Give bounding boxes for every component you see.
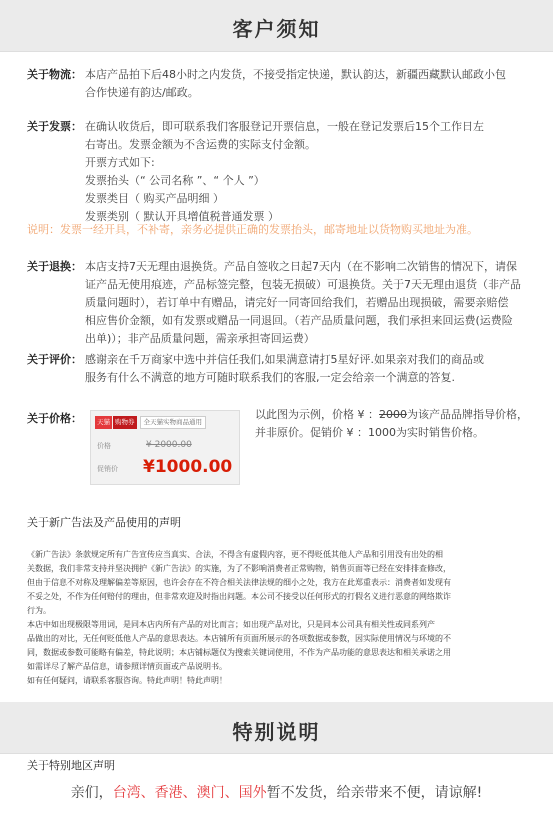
declaration-line: 行为。 (27, 606, 51, 615)
returns-line: 相应售价金额，如有发票或赠品一同退回。（若产品质量问题，我们承担来回运费(运费险 (85, 314, 513, 327)
guide-price-struck: 2000 (379, 408, 407, 421)
invoice-line: 发票类别（ 默认开具增值税普通发票 ） (85, 210, 279, 223)
promo-price-label: 促销价 (97, 465, 118, 473)
declaration-line: 如需详尽了解产品信息，请参照详情页面或产品说明书。 (27, 662, 227, 671)
shipping-line: 合作快递有韵达/邮政。 (85, 86, 199, 99)
returns-section (27, 258, 535, 348)
tmall-badge: 天猫 (95, 416, 112, 429)
price-desc-line (255, 406, 528, 424)
excluded-regions: 台湾、香港、澳门、国外 (112, 785, 267, 801)
invoice-line: 发票类目（ 购买产品明细 ） (85, 192, 224, 205)
returns-line: 出单)）；非产品质量问题，需亲承担寄回运费） (85, 332, 315, 345)
shipping-section (27, 66, 535, 102)
declaration-line: 关数据，我们非常支持并坚决拥护《新广告法》的实施，为了不影响消费者正常购物，销售页面等已经在安排排查修改， (27, 564, 451, 573)
review-section (27, 351, 535, 387)
price-tag-example (90, 410, 240, 485)
declaration-body (27, 548, 532, 688)
special-header-bar (0, 702, 553, 754)
price-description (255, 406, 528, 442)
promo-price: ¥1000.00 (143, 457, 233, 477)
original-price: ¥ 2000.00 (146, 440, 192, 450)
declaration-line: 《新广告法》条款规定所有广告宣传应当真实、合法，不得含有虚假内容，更不得贬低其他人产品和引用没有出处的相 (27, 550, 443, 559)
returns-line: 本店支持7天无理由退换货。产品自签收之日起7天内（在不影响二次销售的情况下，请保 (85, 260, 517, 273)
special-text-post: 暂不发货，给亲带来不便，请谅解! (266, 785, 483, 801)
declaration-line: 如有任何疑问，请联系客服咨询。特此声明！特此声明！ (27, 676, 227, 685)
price-desc-text: 为该产品品牌指导价格， (407, 408, 528, 421)
declaration-line: 本店中如出现极限等用词，是同本店内所有产品的对比而言；如出现产品对比，只是同本公司具有相关性或同系列产 (27, 620, 435, 629)
special-title: 特别说明 (232, 720, 321, 744)
invoice-line: 发票抬头（“ 公司名称 ”、“ 个人 ”） (85, 174, 265, 187)
price-tag-header (95, 416, 206, 429)
invoice-line: 在确认收货后，即可联系我们客服登记开票信息，一般在登记发票后15个工作日左 (85, 120, 484, 133)
declaration-title: 关于新广告法及产品使用的声明 (27, 516, 181, 529)
returns-label: 关于退换： (27, 260, 82, 273)
invoice-line: 开票方式如下: (85, 156, 155, 169)
coupon-badge: 购物券 (113, 416, 137, 429)
review-line: 服务有什么不满意的地方可随时联系我们的客服,一定会给亲一个满意的答复. (85, 371, 455, 384)
coupon-subtitle: 全天猫实物商品通用 (140, 416, 207, 429)
special-area-title: 关于特别地区声明 (27, 759, 115, 772)
invoice-label: 关于发票： (27, 120, 82, 133)
special-text-pre: 亲们， (70, 785, 113, 801)
declaration-line: 但由于信息不对称及理解偏差等原因，也许会存在不符合相关法律法规的细小之处，我方在此郑重表示：消费者如发现有 (27, 578, 451, 587)
price-desc-line: 并非原价。促销价 ¥ ：1000为实时销售价格。 (255, 426, 484, 439)
page-title: 客户须知 (232, 17, 321, 41)
header-bar (0, 0, 553, 52)
price-desc-text: 以此图为示例，价格 ¥ ： (255, 408, 379, 421)
review-line: 感谢亲在千万商家中选中并信任我们,如果满意请打5星好评.如果亲对我们的商品或 (85, 353, 484, 366)
invoice-section (27, 118, 535, 226)
returns-line: 证产品无使用痕迹，产品标签完整，包装无损破）可退换货。关于7天无理由退货（非产品 (85, 278, 521, 291)
review-label: 关于评价： (27, 353, 82, 366)
declaration-line: 品做出的对比，无任何贬低他人产品的意思表达。本店铺所有页面所展示的各项数据或参数，因实际使用情况与环境的不 (27, 634, 451, 643)
declaration-line: 不妥之处，不作为任何赔付的理由，但非常欢迎及时指出问题。本公司不接受以任何形式的打假名义进行恶意的网络欺诈 (27, 592, 451, 601)
invoice-line: 右寄出。发票金额为不含运费的实际支付金额。 (85, 138, 316, 151)
price-row-label: 价格 (97, 442, 111, 450)
invoice-note: 说明：发票一经开具，不补寄，亲务必提供正确的发票抬头，邮寄地址以货物购买地址为准。 (27, 223, 478, 236)
declaration-line: 同，数据或参数可能略有偏差，特此说明；本店铺标题仅为搜索关键词使用，不作为产品功能的意思表达和相关承诺之用 (27, 648, 451, 657)
shipping-line: 本店产品拍下后48小时之内发货，不接受指定快递，默认韵达，新疆西藏默认邮政小包 (85, 68, 506, 81)
price-label: 关于价格： (27, 412, 82, 425)
special-area-text (0, 782, 553, 802)
returns-line: 质量问题时），若订单中有赠品，请完好一同寄回给我们，若赠品出现损破，需要亲赔偿 (85, 296, 509, 309)
shipping-label: 关于物流： (27, 68, 82, 81)
